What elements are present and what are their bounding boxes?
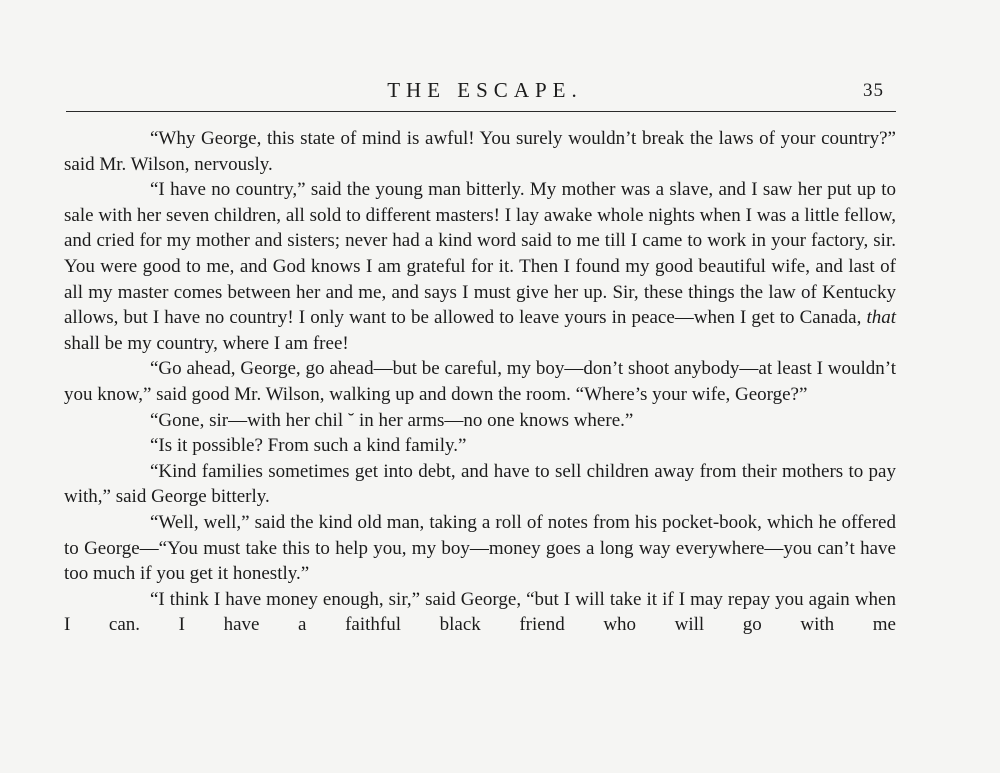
paragraph-text: shall be my country, where I am free!: [64, 332, 349, 354]
paragraph: “I think I have money enough, sir,” said George, “but I will take it if I may repay you again when I can. I have a faithful black friend who will go with me: [64, 588, 896, 636]
running-head: [66, 76, 896, 106]
body-text: [64, 126, 896, 638]
header-rule: [66, 111, 896, 112]
paragraph: “Kind families sometimes get into debt, and have to sell children away from their mothers to pay with,” said George bitterly.: [64, 460, 896, 508]
chapter-title: THE ESCAPE.: [387, 78, 583, 102]
paragraph-text: “I have no country,” said the young man bitterly. My mother was a slave, and I saw her put up to sale with her seven children, all sold to different masters! I lay awake whole nights when I was a little fellow, and cried for my mother and sisters; never had a kind word said to me till I came to work in your factory, sir. You were good to me, and God knows I am grateful for it. Then I found my good beautiful wife, and last of all my master comes between her and me, and says I must give her up. Sir, these things the law of Kentucky allows, but I have no country! I only want to be allowed to leave yours in peace—when I get to Canada,: [64, 179, 896, 329]
paragraph: [64, 177, 896, 356]
emphasized-word: that: [866, 307, 897, 329]
paragraph: “Gone, sir—with her chil ˘ in her arms—no one knows where.”: [150, 409, 634, 431]
paragraph: “Is it possible? From such a kind family.”: [150, 435, 467, 457]
paragraph: “Go ahead, George, go ahead—but be careful, my boy—don’t shoot anybody—at least I wouldn’t you know,” said good Mr. Wilson, walking up and down the room. “Where’s your wife, George?”: [64, 358, 896, 405]
paragraph: “Why George, this state of mind is awful! You surely wouldn’t break the laws of your country?” said Mr. Wilson, nervously.: [64, 128, 896, 175]
paragraph: “Well, well,” said the kind old man, taking a roll of notes from his pocket-book, which he offered to George—“You must take this to help you, my boy—money goes a long way everywhere—you can’t have too much if you get it honestly.”: [64, 511, 896, 585]
page-number: 35: [863, 80, 884, 101]
